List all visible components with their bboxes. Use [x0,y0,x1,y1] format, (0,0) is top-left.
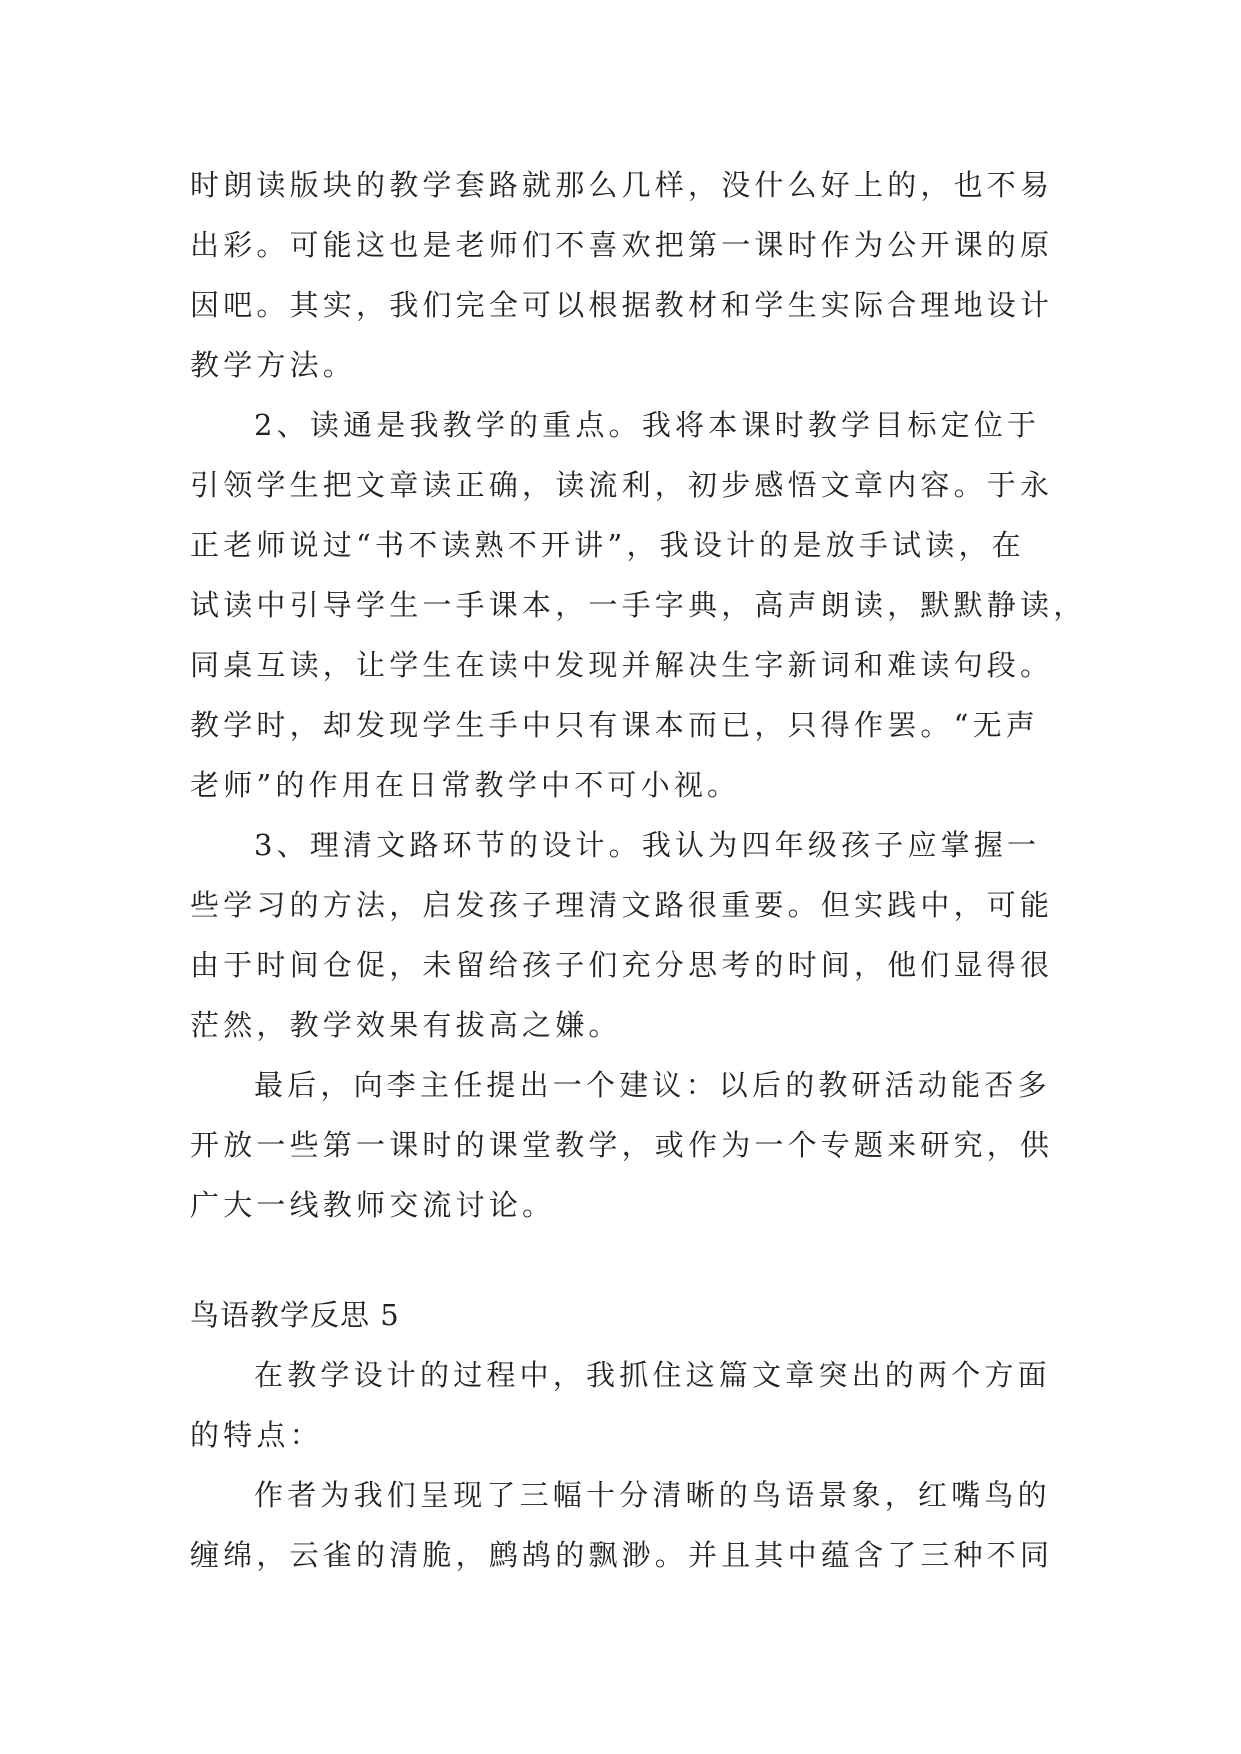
text-line: 开放一些第一课时的课堂教学，或作为一个专题来研究，供 [190,1128,1054,1162]
text-line: 教学方法。 [190,348,357,382]
text-line: 最后，向李主任提出一个建议：以后的教研活动能否多 [254,1068,1051,1102]
text-line: 时朗读版块的教学套路就那么几样，没什么好上的，也不易 [190,168,1054,202]
text-line: 引领学生把文章读正确，读流利，初步感悟文章内容。于永 [190,468,1054,502]
text-line: 试读中引导学生一手课本，一手字典，高声朗读，默默静读， [190,588,1087,622]
text-line: 3、理清文路环节的设计。我认为四年级孩子应掌握一 [254,828,1041,862]
text-line: 缠绵，云雀的清脆，鹧鸪的飘渺。并且其中蕴含了三种不同 [190,1538,1054,1572]
section-heading: 鸟语教学反思 5 [190,1298,400,1332]
text-line: 的特点： [190,1418,323,1452]
text-line: 2、读通是我教学的重点。我将本课时教学目标定位于 [254,408,1041,442]
text-line: 老师”的作用在日常教学中不可小视。 [190,768,741,802]
text-line: 广大一线教师交流讨论。 [190,1188,556,1222]
text-line: 些学习的方法，启发孩子理清文路很重要。但实践中，可能 [190,888,1054,922]
text-line: 作者为我们呈现了三幅十分清晰的鸟语景象，红嘴鸟的 [254,1478,1051,1512]
text-line: 教学时，却发现学生手中只有课本而已，只得作罢。“无声 [190,708,1040,742]
text-line: 因吧。其实，我们完全可以根据教材和学生实际合理地设计 [190,288,1054,322]
text-line: 茫然，教学效果有拔高之嫌。 [190,1008,622,1042]
text-line: 同桌互读，让学生在读中发现并解决生字新词和难读句段。 [190,648,1054,682]
text-line: 在教学设计的过程中，我抓住这篇文章突出的两个方面 [254,1358,1051,1392]
text-line: 由于时间仓促，未留给孩子们充分思考的时间，他们显得很 [190,948,1054,982]
text-line: 出彩。可能这也是老师们不喜欢把第一课时作为公开课的原 [190,228,1054,262]
text-line: 正老师说过“书不读熟不开讲”，我设计的是放手试读，在 [190,528,1025,562]
